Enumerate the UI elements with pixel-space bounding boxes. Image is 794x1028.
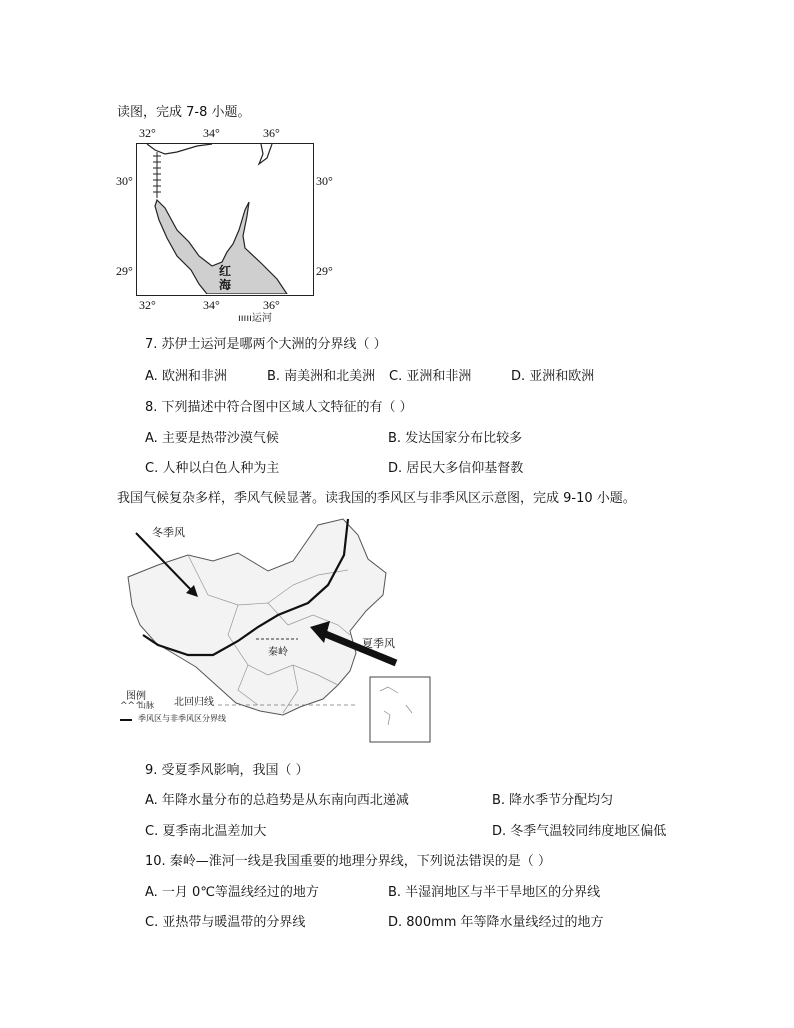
canal-legend-label: 运河 [251,313,272,324]
question-7-option-d[interactable]: D. 亚洲和欧洲 [511,369,595,384]
question-10-option-d[interactable]: D. 800mm 年等降水量线经过的地方 [388,915,604,930]
map1-right-tick: 29° [316,264,333,278]
map1-bottom-tick: 34° [203,298,220,312]
canal-legend [238,309,272,324]
map1-left-tick: 30° [116,174,133,188]
svg-text:^^^: ^^^ [120,701,143,711]
question-9-option-a[interactable]: A. 年降水量分布的总趋势是从东南向西北递减 [145,793,409,808]
question-8-stem: 8. 下列描述中符合图中区域人文特征的有（ ） [145,400,413,415]
question-9-option-d[interactable]: D. 冬季气温较同纬度地区偏低 [492,824,667,839]
qinling-label: 秦岭 [268,647,288,658]
question-10-option-a[interactable]: A. 一月 0℃等温线经过的地方 [145,885,319,900]
legend-mountain-label: 山脉 [138,701,154,710]
canal-legend-symbol: ııııı [238,313,252,324]
question-9-option-b[interactable]: B. 降水季节分配均匀 [492,793,614,808]
question-8-option-a[interactable]: A. 主要是热带沙漠气候 [145,431,279,446]
suez-map-frame [136,143,314,296]
legend-boundary-label: 季风区与非季风区分界线 [138,714,226,723]
question-8-option-c[interactable]: C. 人种以白色人种为主 [145,461,280,476]
summer-monsoon-label: 夏季风 [362,637,395,650]
red-sea-label: 海 [219,278,232,292]
question-9-stem: 9. 受夏季风影响，我国（ ） [145,763,309,778]
map1-top-tick: 32° [139,126,156,140]
map1-left-tick: 29° [116,264,133,278]
question-7-stem: 7. 苏伊士运河是哪两个大洲的分界线（ ） [145,337,387,352]
map1-top-tick: 34° [203,126,220,140]
map1-top-tick: 36° [263,126,280,140]
map1-bottom-tick: 32° [139,298,156,312]
question-10-stem: 10. 秦岭—淮河一线是我国重要的地理分界线，下列说法错误的是（ ） [145,854,551,869]
question-8-option-d[interactable]: D. 居民大多信仰基督教 [388,461,524,476]
china-monsoon-map [118,515,438,745]
question-8-option-b[interactable]: B. 发达国家分布比较多 [388,431,523,446]
question-7-option-a[interactable]: A. 欧洲和非洲 [145,369,227,384]
intro-text-1: 读图，完成 7-8 小题。 [117,105,251,120]
winter-monsoon-label: 冬季风 [152,526,185,539]
question-7-option-b[interactable]: B. 南美洲和北美洲 [267,369,376,384]
china-map-drawing [118,515,438,745]
map1-bottom-tick: 36° [263,298,280,312]
question-10-option-b[interactable]: B. 半湿润地区与半干旱地区的分界线 [388,885,601,900]
question-7-option-c[interactable]: C. 亚洲和非洲 [389,369,472,384]
red-sea-label: 红 [219,264,232,278]
map1-right-tick: 30° [316,174,333,188]
question-10-option-c[interactable]: C. 亚热带与暖温带的分界线 [145,915,306,930]
tropic-label: 北回归线 [174,697,214,708]
question-9-option-c[interactable]: C. 夏季南北温差加大 [145,824,267,839]
legend-title: 图例 [126,691,146,702]
intro-text-2: 我国气候复杂多样，季风气候显著。读我国的季风区与非季风区示意图，完成 9-10 小题。 [117,491,636,506]
